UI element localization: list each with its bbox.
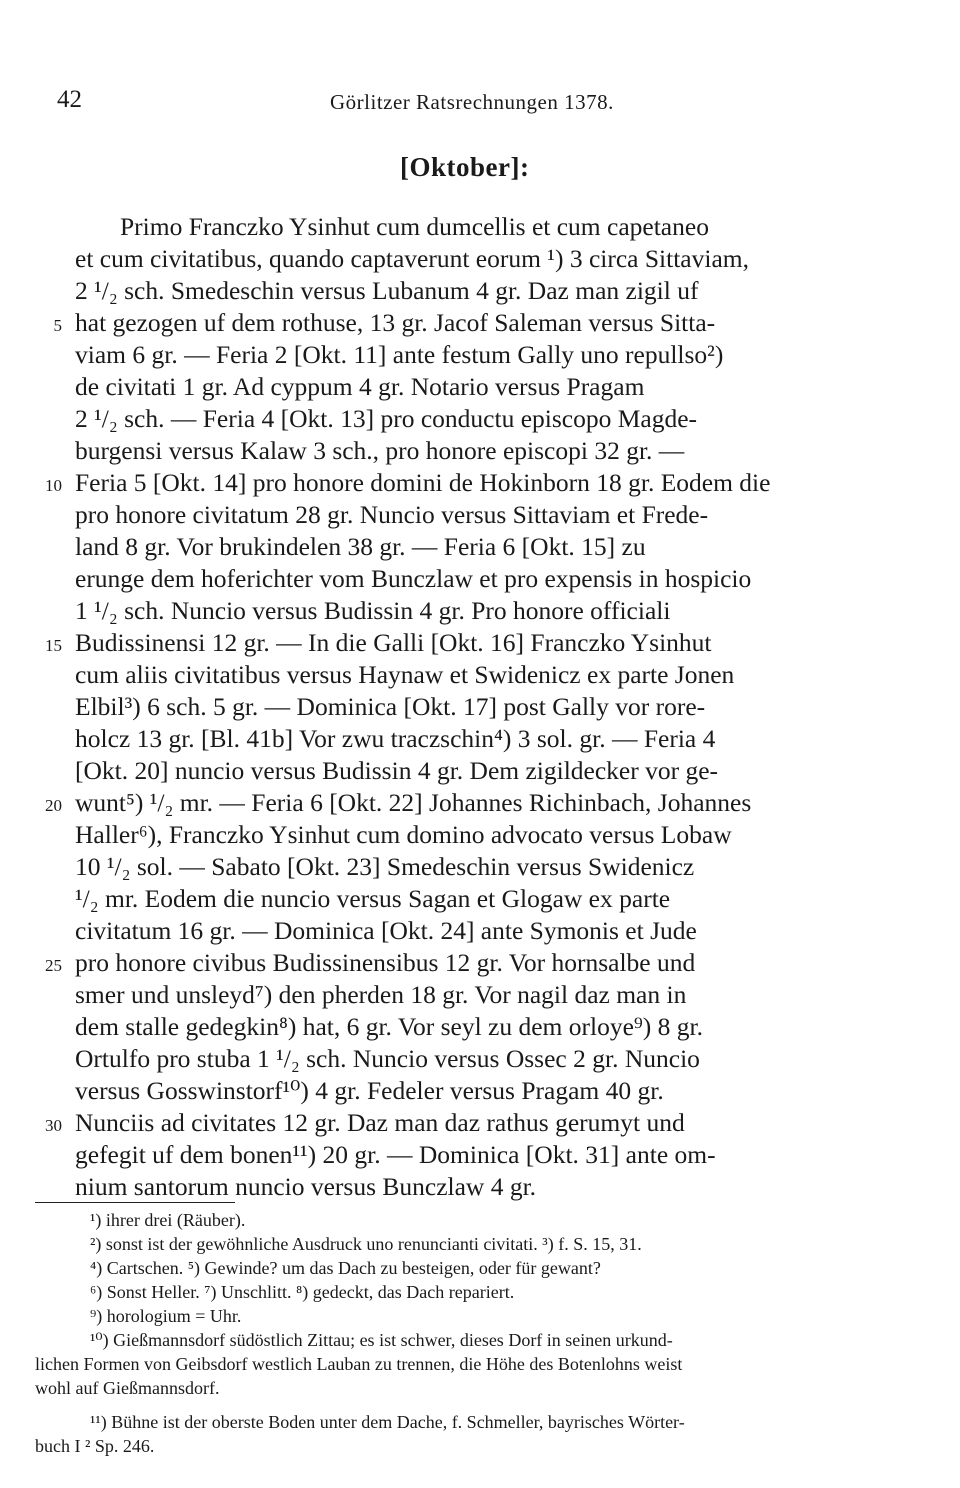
body-line: et cum civitatibus, quando captaverunt eorum ¹) 3 circa Sittaviam, [75, 244, 749, 273]
body-line: Budissinensi 12 gr. — In die Galli [Okt. 16] Franczko Ysinhut [75, 628, 712, 657]
body-line: [Okt. 20] nuncio versus Budissin 4 gr. Dem zigildecker vor ge- [75, 756, 719, 785]
body-line: Haller⁶), Franczko Ysinhut cum domino advocato versus Lobaw [75, 820, 732, 849]
body-line: gefegit uf dem bonen¹¹) 20 gr. — Dominica [Okt. 31] ante om- [75, 1140, 716, 1169]
body-line: 2 ¹/₂ sch. Smedeschin versus Lubanum 4 gr. Daz man zigil uf [75, 276, 699, 305]
body-line: burgensi versus Kalaw 3 sch., pro honore episcopi 32 gr. — [75, 436, 685, 465]
body-line: Elbil³) 6 sch. 5 gr. — Dominica [Okt. 17] post Gally vor rore- [75, 692, 706, 721]
body-line: versus Gosswinstorf¹⁰) 4 gr. Fedeler versus Pragam 40 gr. [75, 1076, 664, 1105]
body-line: wunt⁵) ¹/₂ mr. — Feria 6 [Okt. 22] Johannes Richinbach, Johannes [75, 788, 752, 817]
footnote: wohl auf Gießmannsdorf. [35, 1378, 220, 1398]
body-line: land 8 gr. Vor brukindelen 38 gr. — Feria 6 [Okt. 15] zu [75, 532, 646, 561]
body-line: pro honore civibus Budissinensibus 12 gr. Vor hornsalbe und [75, 948, 696, 977]
body-line: viam 6 gr. — Feria 2 [Okt. 11] ante festum Gally uno repullso²) [75, 340, 724, 369]
body-line: de civitati 1 gr. Ad cyppum 4 gr. Notario versus Pragam [75, 372, 645, 401]
body-line: Feria 5 [Okt. 14] pro honore domini de Hokinborn 18 gr. Eodem die [75, 468, 771, 497]
footnote-rule [35, 1202, 235, 1203]
body-line: Ortulfo pro stuba 1 ¹/₂ sch. Nuncio versus Ossec 2 gr. Nuncio [75, 1044, 700, 1073]
footnote: ¹) ihrer drei (Räuber). [90, 1210, 246, 1230]
body-line: pro honore civitatum 28 gr. Nuncio versus Sittaviam et Frede- [75, 500, 709, 529]
body-line: holcz 13 gr. [Bl. 41b] Vor zwu traczschin⁴) 3 sol. gr. — Feria 4 [75, 724, 716, 753]
body-line: civitatum 16 gr. — Dominica [Okt. 24] ante Symonis et Jude [75, 916, 697, 945]
body-line: smer und unsleyd⁷) den pherden 18 gr. Vor nagil daz man in [75, 980, 687, 1009]
running-head: Görlitzer Ratsrechnungen 1378. [330, 90, 614, 114]
body-line: erunge dem hoferichter vom Bunczlaw et pro expensis in hospicio [75, 564, 752, 593]
footnote: ⁴) Cartschen. ⁵) Gewinde? um das Dach zu besteigen, oder für gewant? [90, 1258, 601, 1278]
body-line: 10 ¹/₂ sol. — Sabato [Okt. 23] Smedeschin versus Swidenicz [75, 852, 695, 881]
page-number: 42 [57, 86, 82, 113]
section-heading: [Oktober]: [400, 152, 530, 182]
footnote: ⁹) horologium = Uhr. [90, 1306, 242, 1326]
body-line: 1 ¹/₂ sch. Nuncio versus Budissin 4 gr. Pro honore officiali [75, 596, 671, 625]
body-line: hat gezogen uf dem rothuse, 13 gr. Jacof Saleman versus Sitta- [75, 308, 716, 337]
body-line: Nunciis ad civitates 12 gr. Daz man daz rathus gerumyt und [75, 1108, 685, 1137]
body-line: 2 ¹/₂ sch. — Feria 4 [Okt. 13] pro conductu episcopo Magde- [75, 404, 698, 433]
footnote: buch I ² Sp. 246. [35, 1436, 155, 1456]
body-line: dem stalle gedegkin⁸) hat, 6 gr. Vor seyl zu dem orloye⁹) 8 gr. [75, 1012, 703, 1041]
footnote: ²) sonst ist der gewöhnliche Ausdruck uno renuncianti civitati. ³) f. S. 15, 31. [90, 1234, 642, 1254]
footnote: ¹⁰) Gießmannsdorf südöstlich Zittau; es ist schwer, dieses Dorf in seinen urkund- [90, 1330, 673, 1350]
body-line: Primo Franczko Ysinhut cum dumcellis et cum capetaneo [120, 212, 709, 241]
line-number: 15 [45, 636, 62, 655]
body-line: cum aliis civitatibus versus Haynaw et Swidenicz ex parte Jonen [75, 660, 735, 689]
line-number: 25 [45, 956, 62, 975]
footnote: ¹¹) Bühne ist der oberste Boden unter dem Dache, f. Schmeller, bayrisches Wörter- [90, 1412, 685, 1432]
line-number: 5 [53, 316, 62, 335]
footnote: ⁶) Sonst Heller. ⁷) Unschlitt. ⁸) gedeckt, das Dach repariert. [90, 1282, 515, 1302]
line-number: 30 [45, 1116, 62, 1135]
line-number: 20 [45, 796, 62, 815]
footnote: lichen Formen von Geibsdorf westlich Lauban zu trennen, die Höhe des Botenlohns weist [35, 1354, 683, 1374]
line-number: 10 [45, 476, 62, 495]
body-line: nium santorum nuncio versus Bunczlaw 4 gr. [75, 1172, 537, 1201]
body-line: ¹/₂ mr. Eodem die nuncio versus Sagan et Glogaw ex parte [75, 884, 671, 913]
